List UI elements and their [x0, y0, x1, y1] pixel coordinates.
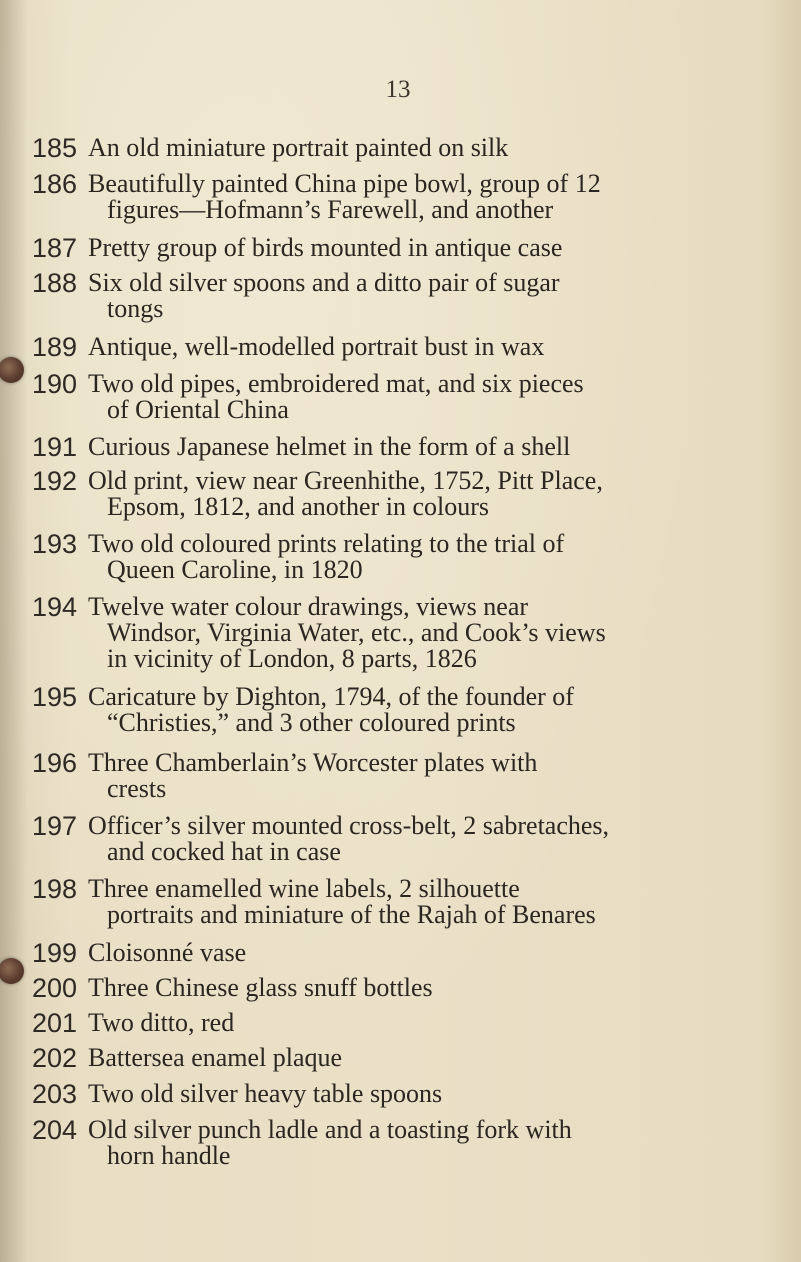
lot-description-line: Old print, view near Greenhithe, 1752, Pitt Place,: [88, 466, 603, 495]
lot-description: [88, 235, 788, 261]
lot-number: 201: [31, 1008, 77, 1038]
lot-number: 200: [31, 973, 77, 1003]
lot-description-line: Twelve water colour drawings, views near: [88, 592, 529, 621]
lot-description: [88, 940, 788, 966]
lot-description: [88, 750, 788, 802]
lot-description: [88, 434, 788, 460]
lot-description-line: Three enamelled wine labels, 2 silhouette: [88, 874, 520, 903]
lot-number: 187: [31, 233, 77, 263]
lot-description-line: crests: [107, 774, 167, 803]
lot-number: 195: [31, 682, 77, 712]
lot-description: [88, 270, 788, 322]
lot-description-line: “Christies,” and 3 other coloured prints: [107, 708, 516, 737]
lot-description-line: Two old silver heavy table spoons: [88, 1079, 443, 1108]
lot-number: 189: [31, 332, 77, 362]
lot-description-line: in vicinity of London, 8 parts, 1826: [107, 644, 477, 673]
lot-description-line: Old silver punch ladle and a toasting fork with: [88, 1115, 572, 1144]
lot-description-line: horn handle: [107, 1141, 231, 1170]
lot-number: 203: [31, 1079, 77, 1109]
lot-description-line: Curious Japanese helmet in the form of a shell: [88, 432, 571, 461]
lot-description-line: Pretty group of birds mounted in antique case: [88, 233, 563, 262]
lot-description-line: Six old silver spoons and a ditto pair of sugar: [88, 268, 560, 297]
lot-description-line: Cloisonné vase: [88, 938, 247, 967]
lot-description: [88, 334, 788, 360]
lot-description-line: Windsor, Virginia Water, etc., and Cook’s views: [107, 618, 606, 647]
lot-number: 190: [31, 369, 77, 399]
lot-description-line: tongs: [107, 294, 164, 323]
lot-description-line: of Oriental China: [107, 395, 289, 424]
lot-description: [88, 876, 788, 928]
lot-number: 198: [31, 874, 77, 904]
lot-description: [88, 813, 788, 865]
lot-number: 192: [31, 466, 77, 496]
lot-description-line: An old miniature portrait painted on silk: [88, 133, 509, 162]
lot-number: 188: [31, 268, 77, 298]
lot-number: 193: [31, 529, 77, 559]
lot-description: [88, 594, 788, 672]
lot-description: [88, 1010, 788, 1036]
lot-description: [88, 1045, 788, 1071]
lot-description-line: Epsom, 1812, and another in colours: [107, 492, 489, 521]
lot-number: 199: [31, 938, 77, 968]
lot-description-line: Two old coloured prints relating to the trial of: [88, 529, 565, 558]
lot-description-line: Antique, well-modelled portrait bust in wax: [88, 332, 545, 361]
lot-description: [88, 531, 788, 583]
lot-description-line: Two ditto, red: [88, 1008, 235, 1037]
lot-description: [88, 135, 788, 161]
lot-description-line: and cocked hat in case: [107, 837, 341, 866]
lot-number: 202: [31, 1043, 77, 1073]
lot-description-line: portraits and miniature of the Rajah of Benares: [107, 900, 596, 929]
lot-description-line: figures—Hofmann’s Farewell, and another: [107, 195, 554, 224]
lot-description-line: Beautifully painted China pipe bowl, group of 12: [88, 169, 601, 198]
lot-description-line: Battersea enamel plaque: [88, 1043, 343, 1072]
lot-number: 194: [31, 592, 77, 622]
lot-description-line: Two old pipes, embroidered mat, and six pieces: [88, 369, 584, 398]
lot-description: [88, 684, 788, 736]
lot-number: 191: [31, 432, 77, 462]
lot-description: [88, 371, 788, 423]
lot-description: [88, 468, 788, 520]
lot-description: [88, 1117, 788, 1169]
lot-number: 197: [31, 811, 77, 841]
lot-description-line: Caricature by Dighton, 1794, of the founder of: [88, 682, 574, 711]
lot-description: [88, 171, 788, 223]
page-number: 13: [385, 76, 411, 103]
lot-number: 186: [31, 169, 77, 199]
lot-description-line: Queen Caroline, in 1820: [107, 555, 363, 584]
lot-description-line: Three Chamberlain’s Worcester plates with: [88, 748, 538, 777]
lot-description-line: Officer’s silver mounted cross-belt, 2 sabretaches,: [88, 811, 610, 840]
lot-number: 196: [31, 748, 77, 778]
lot-number: 204: [31, 1115, 77, 1145]
lot-number: 185: [31, 133, 77, 163]
lot-description: [88, 975, 788, 1001]
lot-description: [88, 1081, 788, 1107]
lot-description-line: Three Chinese glass snuff bottles: [88, 973, 433, 1002]
